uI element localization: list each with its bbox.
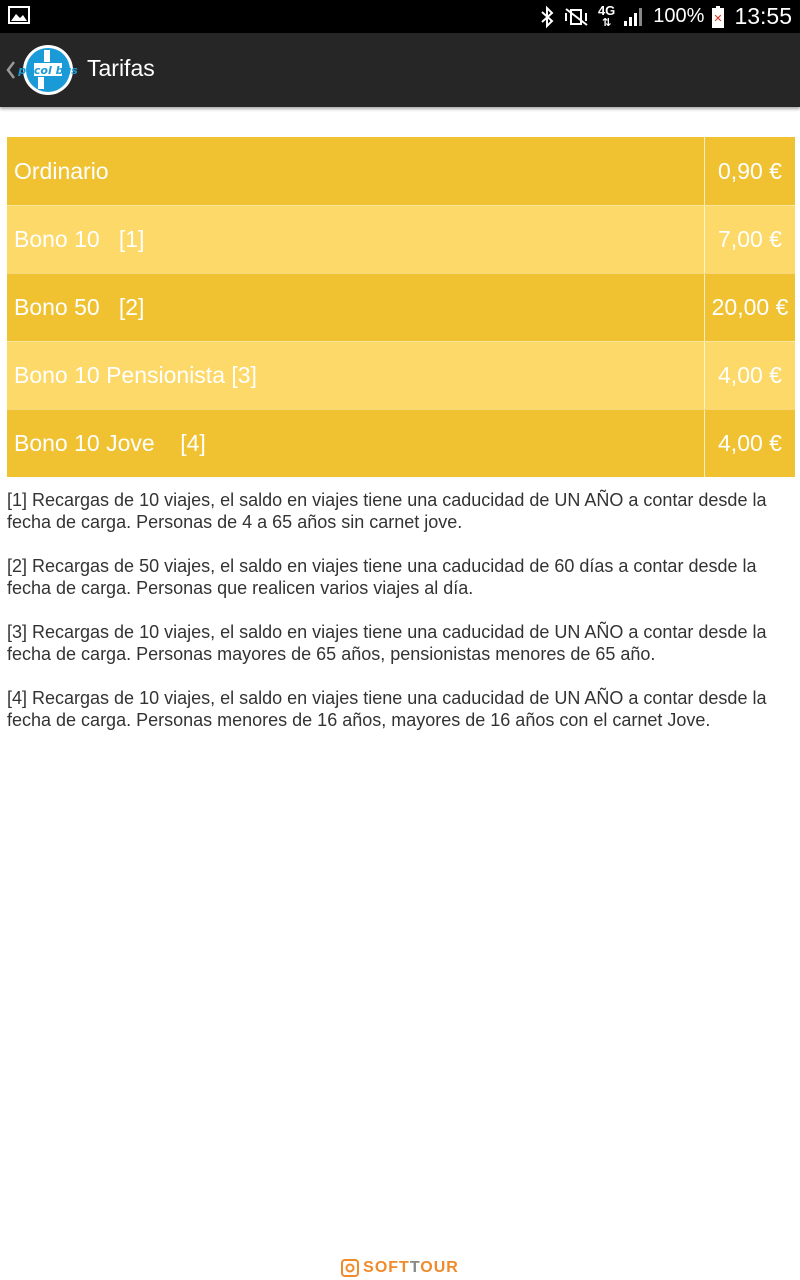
tarifa-row[interactable] [7,409,795,477]
page-title: Tarifas [87,55,155,81]
tarifas-table [7,137,795,477]
bluetooth-icon [540,7,554,27]
tarifa-row[interactable] [7,205,795,273]
softour-logo[interactable] [341,1259,459,1277]
svg-text:✕: ✕ [713,11,724,25]
note-4: [4] Recargas de 10 viajes, el saldo en viajes tiene una caducidad de UN AÑO a contar desde la fecha de carga. Personas menores de 16 años, mayores de 16 años con el carnet Jove. [7,688,767,730]
back-chevron-icon[interactable] [4,55,18,85]
status-bar [0,0,800,33]
softour-mark-icon [341,1259,359,1277]
tarifa-price: 4,00 € [718,430,782,456]
vibrate-mute-icon [562,7,590,27]
tarifa-row[interactable] [7,137,795,205]
tarifa-row[interactable] [7,273,795,341]
battery-icon [712,6,724,28]
note-1: [1] Recargas de 10 viajes, el saldo en viajes tiene una caducidad de UN AÑO a contar desde la fecha de carga. Personas de 4 a 65 años sin carnet jove. [7,490,767,532]
app-logo[interactable] [18,44,78,96]
network-type-icon: 4G ⇅ [597,2,616,29]
tarifa-notes [7,489,797,753]
battery-percent: 100% [653,5,705,27]
softour-brand: SOFTTOUR [363,1259,459,1276]
tarifa-price: 7,00 € [718,226,782,252]
tarifa-name: Bono 10 [1] [7,206,705,273]
gallery-notification-icon [8,6,30,24]
tarifa-price: 4,00 € [718,362,782,388]
tarifa-name: Bono 10 Pensionista [3] [7,342,705,409]
tarifa-row[interactable] [7,341,795,409]
footer [0,1257,800,1279]
softour-brand-a: SOFT [363,1259,410,1276]
network-label: 4G [597,2,616,18]
note-3: [3] Recargas de 10 viajes, el saldo en viajes tiene una caducidad de UN AÑO a contar desde la fecha de carga. Personas mayores de 65 años, pensionistas menores de 65 año. [7,622,767,664]
logo-text: pucol bus [18,64,78,77]
note-2: [2] Recargas de 50 viajes, el saldo en viajes tiene una caducidad de 60 días a contar desde la fecha de carga. Personas que realicen varios viajes al día. [7,556,757,598]
tarifa-price: 0,90 € [718,157,782,184]
tarifa-name: Ordinario [7,137,705,205]
softour-brand-b: OUR [420,1259,459,1276]
signal-strength-icon [623,7,645,27]
action-bar [0,33,800,107]
tarifa-name: Bono 50 [2] [7,274,705,341]
tarifa-name: Bono 10 Jove [4] [7,410,705,477]
clock: 13:55 [734,3,792,29]
tarifa-price: 20,00 € [711,294,789,320]
